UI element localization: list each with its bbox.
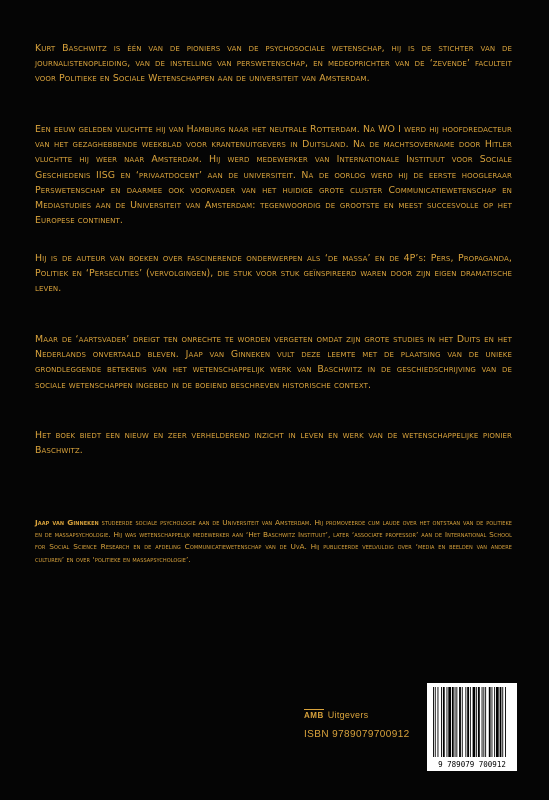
barcode-bar [489, 687, 491, 757]
isbn-number: ISBN 9789079700912 [304, 729, 410, 740]
barcode-bar [478, 687, 480, 757]
barcode-bar [505, 687, 506, 757]
barcode-bar [473, 687, 476, 757]
publisher-logo [304, 700, 368, 720]
barcode-bar [470, 687, 471, 757]
barcode-bar [496, 687, 499, 757]
barcode-bar [448, 687, 451, 757]
barcode-bar [494, 687, 495, 757]
blurb-paragraph-3: Hij is de auteur van boeken over fascinerende onderwerpen als ‘de massa’ en de 4P’s: Pers, Propaganda, Politiek en ‘Persecuties’ (vervolgingen), die stuk voor stuk geïnspireerd waren door zijn eigen dramatische leven. [35, 253, 512, 295]
barcode-bar [433, 687, 434, 757]
author-bio [35, 517, 512, 566]
barcode-bar [502, 687, 503, 757]
barcode-bar [462, 687, 463, 757]
barcode-bar [443, 687, 445, 757]
author-bio-text: studeerde sociale psychologie aan de Universiteit van Amsterdam. Hij promoveerde cum laude over het ontstaan van de politieke en de massapsychologie. Hij was wetenschappelijk medewerker aan ‘Het Baschwitz Instituut’, later ‘associate professor’ aan de International School for Social Science Research en de afdeling Communicatiewetenschap van de UvA. Hij publiceerde veelvuldig over ‘media en beelden van andere culturen’ en over ‘politieke en massapsychologie’. [35, 518, 513, 564]
barcode-digits: 9 789079 700912 [438, 760, 506, 769]
barcode-bar [452, 687, 454, 757]
barcode-bar [492, 687, 493, 757]
barcode-bar [456, 687, 457, 757]
publisher-name: Uitgevers [327, 710, 369, 720]
barcode [427, 683, 517, 771]
barcode-bar [485, 687, 486, 757]
barcode-bar [438, 687, 439, 757]
blurb-paragraph-2: Een eeuw geleden vluchtte hij van Hamburg naar het neutrale Rotterdam. Na WO I werd hij hoofdredacteur van het gezaghebbende weekblad voor krantenuitgevers in Duitsland. Na de machtsovername door Hitler vluchtte hij weer naar Amsterdam. Hij werd medewerker van Internationale Instituut voor Sociale Geschiedenis IISG en ‘privaatdocent’ aan de universiteit. Na de oorlog werd hij de eerste hoogleraar Perswetenschap en daarmee ook voorvader van het huidige grote cluster Communicatiewetenschap en Mediastudies aan de Universiteit van Amsterdam: tegenwoordig de grootste en meest succesvolle op het Europese continent. [35, 124, 512, 227]
blurb-paragraph-5: Het boek biedt een nieuw en zeer verhelderend inzicht in leven en werk van de wetenschappelijke pionier Baschwitz. [35, 430, 512, 457]
author-name: Jaap van Ginneken [35, 518, 99, 527]
barcode-graphic [427, 683, 517, 771]
blurb-paragraph-4: Maar de ‘aartsvader’ dreigt ten onrechte te worden vergeten omdat zijn grote studies in het Duits en het Nederlands onvertaald bleven. Jaap van Ginneken vult deze leemte met de plaatsing van de unieke grondleggende betekenis van het wetenschappelijk werk van Baschwitz in de geschiedschrijving van de sociale wetenschappen ingebed in de boeiend beschreven historische context. [35, 334, 512, 391]
barcode-bar [465, 687, 466, 757]
barcode-bar [441, 687, 442, 757]
barcode-bar [435, 687, 436, 757]
barcode-bar [447, 687, 448, 757]
barcode-bar [459, 687, 461, 757]
barcode-bar [455, 687, 456, 757]
barcode-bar [467, 687, 469, 757]
barcode-bar [500, 687, 502, 757]
barcode-bar [476, 687, 477, 757]
barcode-bar [483, 687, 484, 757]
amb-logo: AMB [304, 711, 324, 720]
barcode-bar [482, 687, 483, 757]
blurb-paragraph-1: Kurt Baschwitz is één van de pioniers van de psychosociale wetenschap, hij is de stichter van de journalistenopleiding, van de instelling van perswetenschap, en medeoprichter van de ‘zevende’ faculteit voor Politieke en Sociale Wetenschappen aan de universiteit van Amsterdam. [35, 43, 512, 85]
